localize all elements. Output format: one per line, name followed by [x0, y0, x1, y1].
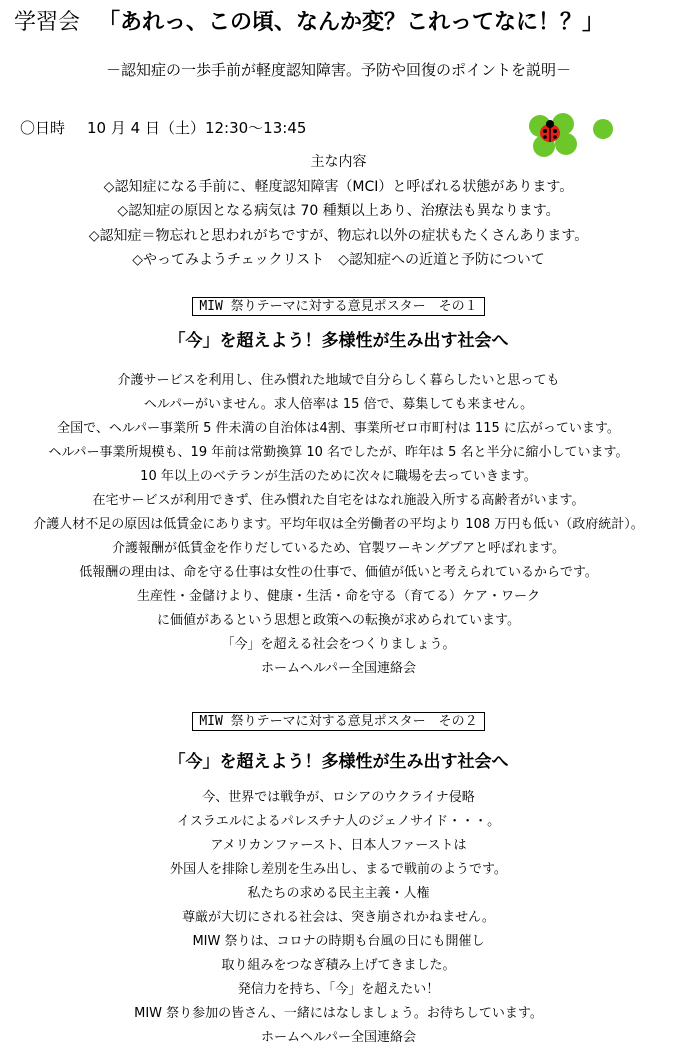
topics-heading: 主な内容 — [310, 154, 367, 170]
topic-item: ◇認知症＝物忘れと思われがちですが、物忘れ以外の症状もたくさんあります。 — [88, 227, 589, 244]
poster-2-label — [0, 712, 677, 732]
poster-line: 10 年以上のベテランが生活のために次々に職場を去っていきます。 — [140, 469, 537, 484]
poster-signature: ホームヘルパー全国連絡会 — [260, 1030, 417, 1045]
poster-line: ヘルパーがいません。求人倍率は 15 倍で、募集しても来ません。 — [143, 397, 534, 412]
topics-section — [0, 150, 677, 273]
poster-1-label — [0, 297, 677, 317]
topic-item: ◇認知症の原因となる病気は 70 種類以上あり、治療法も異なります。 — [117, 203, 560, 220]
topic-item: ◇認知症になる手前に、軽度認知障害（MCI）と呼ばれる状態があります。 — [103, 178, 574, 195]
title-main: 「あれっ、この頃、なんか変？これってなに！？」 — [98, 10, 605, 35]
poster-line: アメリカンファースト、日本人ファーストは — [210, 838, 467, 853]
date-value: 10 月 4 日（土）12:30～13:45 — [87, 119, 307, 137]
poster-1-heading: 「今」を超えよう！多様性が生み出す社会へ — [168, 331, 509, 351]
poster-line: MIW 祭り参加の皆さん、一緒にはなしましょう。お待ちしています。 — [134, 1006, 543, 1021]
poster-line: イスラエルによるパレスチナ人のジェノサイド・・・。 — [176, 814, 501, 829]
subtitle: －認知症の一歩手前が軽度認知障害。予防や回復のポイントを説明－ — [105, 61, 571, 79]
page-title — [14, 6, 674, 40]
poster-line: 生産性・金儲けより、健康・生活・命を守る（育てる）ケア・ワーク — [136, 589, 540, 604]
poster-label-box: MIW 祭りテーマに対する意見ポスター その２ — [192, 712, 484, 731]
poster-line: 在宅サービスが利用できず、住み慣れた自宅をはなれ施設入所する高齢者がいます。 — [92, 493, 585, 508]
poster-line: 「今」を超える社会をつくりましょう。 — [221, 637, 456, 652]
poster-signature: ホームヘルパー全国連絡会 — [260, 661, 417, 676]
poster-line: 全国で、ヘルパー事業所 5 件未満の自治体は4割、事業所ゼロ市町村は 115 に広がっています。 — [57, 421, 620, 436]
poster-line: 介護サービスを利用し、住み慣れた地域で自分らしく暮らしたいと思っても — [117, 373, 560, 388]
poster-line: ヘルパー事業所規模も、19 年前は常勤換算 10 名でしたが、昨年は 5 名と半分に縮小しています。 — [48, 445, 629, 460]
poster-line: 取り組みをつなぎ積み上げてきました。 — [221, 958, 456, 973]
poster-2-heading: 「今」を超えよう！多様性が生み出す社会へ — [168, 752, 509, 772]
poster-line: 外国人を排除し差別を生み出し、まるで戦前のようです。 — [170, 862, 507, 877]
poster-1-body — [0, 369, 677, 681]
poster-2-body — [0, 786, 677, 1050]
poster-line: 今、世界では戦争が、ロシアのウクライナ侵略 — [202, 790, 475, 805]
poster-label-box: MIW 祭りテーマに対する意見ポスター その１ — [192, 297, 484, 316]
date-label: 〇日時 — [20, 119, 66, 137]
poster-line: 発信力を持ち、「今」を超えたい！ — [237, 982, 440, 997]
topic-item: ◇やってみようチェックリスト ◇認知症への近道と予防について — [132, 252, 545, 269]
poster-line: 介護人材不足の原因は低賃金にあります。平均年収は全労働者の平均より 108 万円も低い（政府統計）。 — [33, 517, 644, 532]
poster-line: に価値があるという思想と政策への転換が求められています。 — [157, 613, 520, 628]
poster-line: 介護報酬が低賃金を作りだしているため、官製ワーキングプアと呼ばれます。 — [111, 541, 566, 556]
poster-line: 尊厳が大切にされる社会は、突き崩されかねません。 — [182, 910, 495, 925]
poster-line: 私たちの求める民主主義・人権 — [247, 886, 430, 901]
event-datetime — [20, 116, 306, 140]
poster-line: 低報酬の理由は、命を守る仕事は女性の仕事で、価値が低いと考えられているからです。 — [79, 565, 598, 580]
poster-line: MIW 祭りは、コロナの時期も台風の日にも開催し — [192, 934, 485, 949]
title-prefix: 学習会 — [14, 10, 81, 35]
